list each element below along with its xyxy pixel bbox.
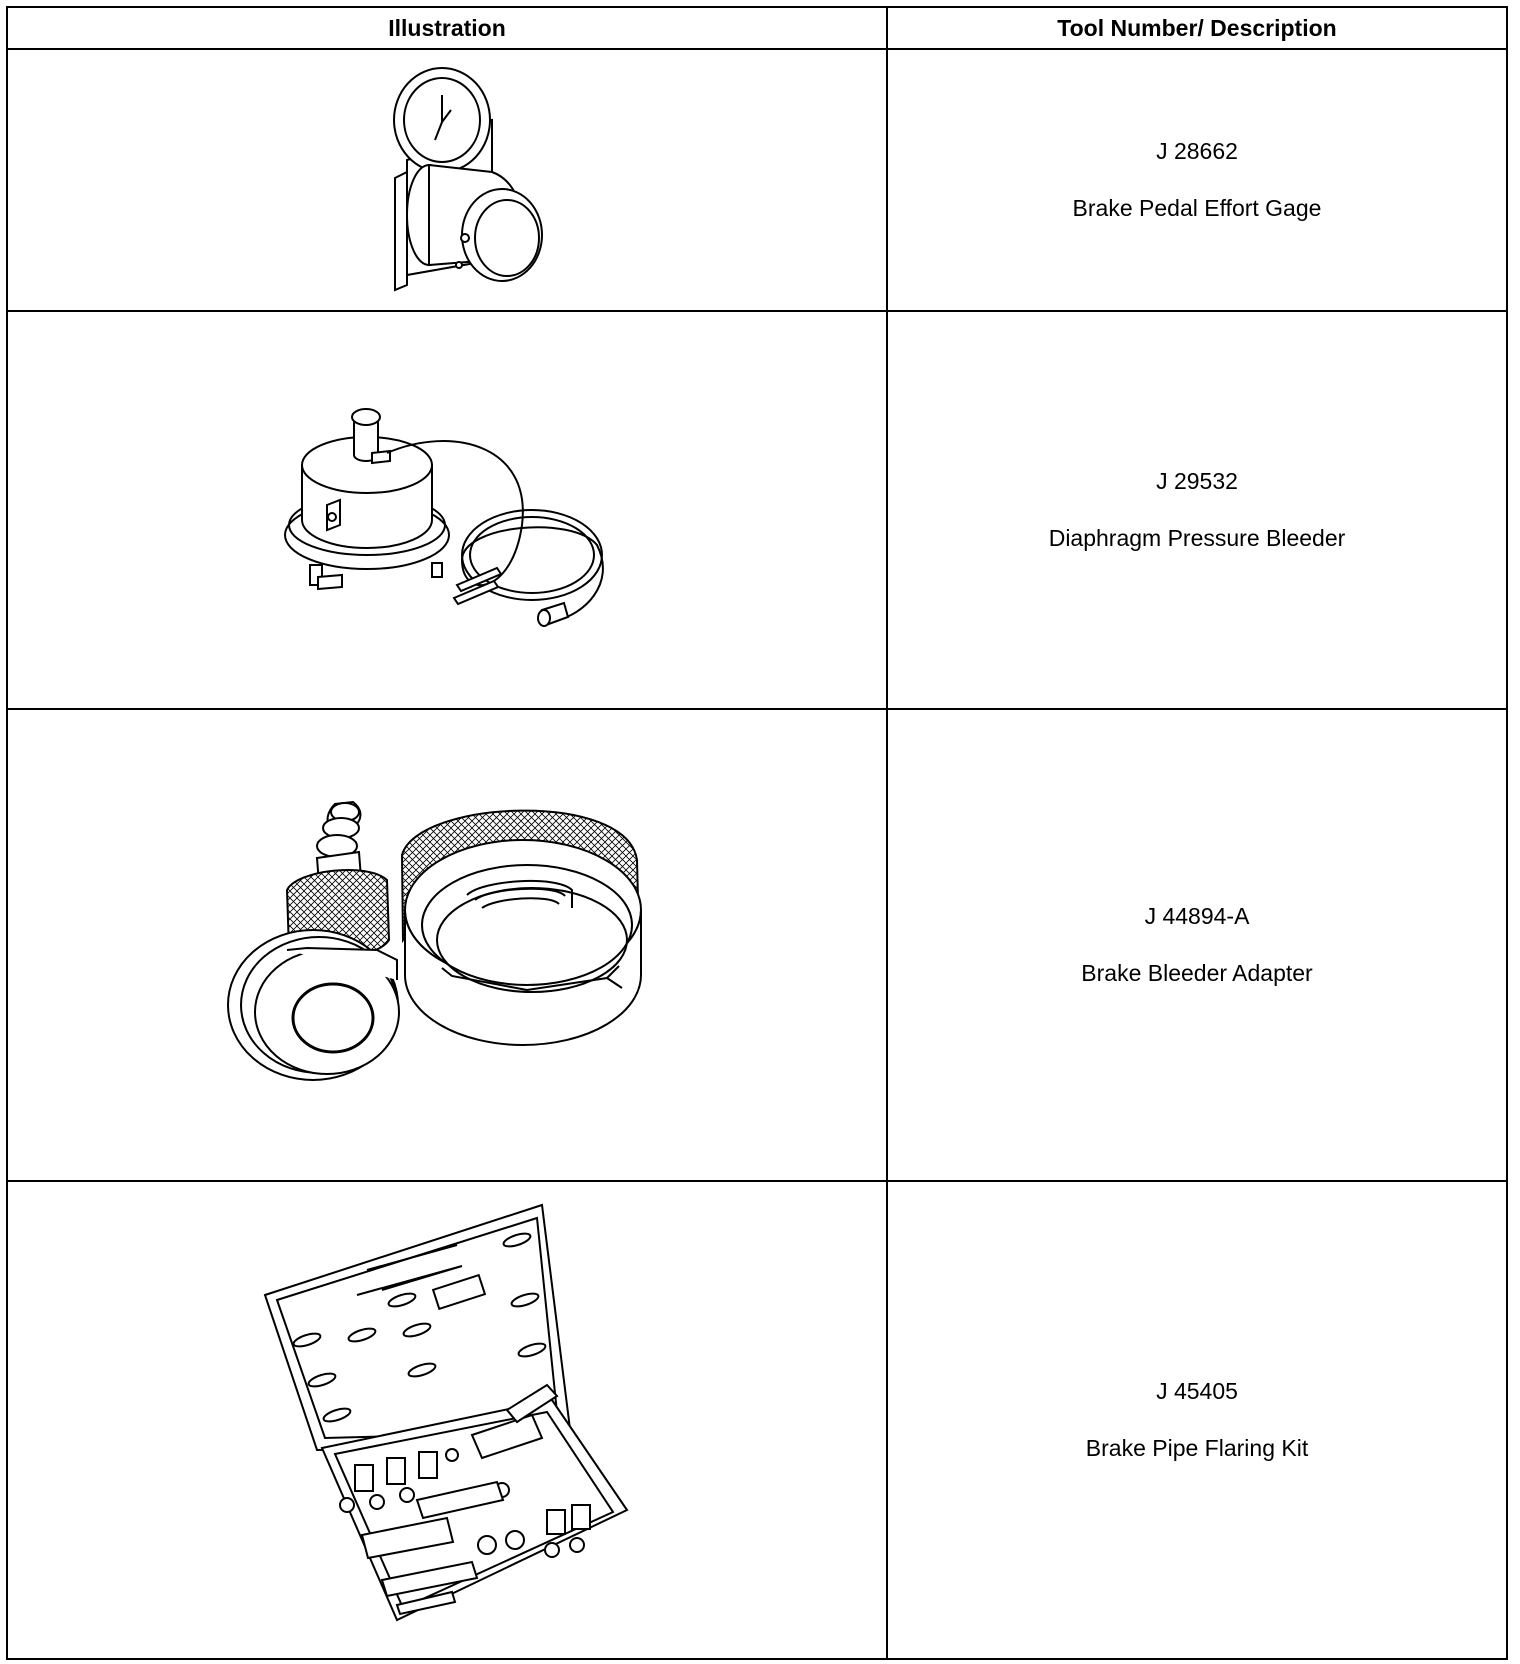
tool-number: J 29532 <box>1156 468 1238 494</box>
tool-number: J 45405 <box>1156 1378 1238 1404</box>
table-row <box>7 49 1507 311</box>
flaring-kit-illustration <box>247 1200 647 1640</box>
tool-description: Diaphragm Pressure Bleeder <box>1048 525 1346 551</box>
pedal-effort-gage-illustration <box>347 60 547 300</box>
illustration-cell <box>7 311 887 709</box>
header-tool-description: Tool Number/ Description <box>887 7 1507 49</box>
bleeder-adapter-illustration <box>227 800 667 1090</box>
illustration-cell <box>7 709 887 1181</box>
table-row <box>7 709 1507 1181</box>
tool-description: Brake Pipe Flaring Kit <box>1085 1435 1309 1461</box>
illustration-cell <box>7 1181 887 1659</box>
table-row <box>7 311 1507 709</box>
tool-description: Brake Pedal Effort Gage <box>1072 195 1322 221</box>
description-cell <box>887 311 1507 709</box>
illustration-cell <box>7 49 887 311</box>
tool-number: J 44894-A <box>1144 903 1250 929</box>
table-row <box>7 1181 1507 1659</box>
description-cell <box>887 49 1507 311</box>
header-illustration: Illustration <box>7 7 887 49</box>
description-cell <box>887 1181 1507 1659</box>
tool-description: Brake Bleeder Adapter <box>1081 960 1313 986</box>
description-cell <box>887 709 1507 1181</box>
tool-number: J 28662 <box>1156 138 1238 164</box>
pressure-bleeder-illustration <box>272 385 622 635</box>
tool-table <box>6 6 1508 1660</box>
